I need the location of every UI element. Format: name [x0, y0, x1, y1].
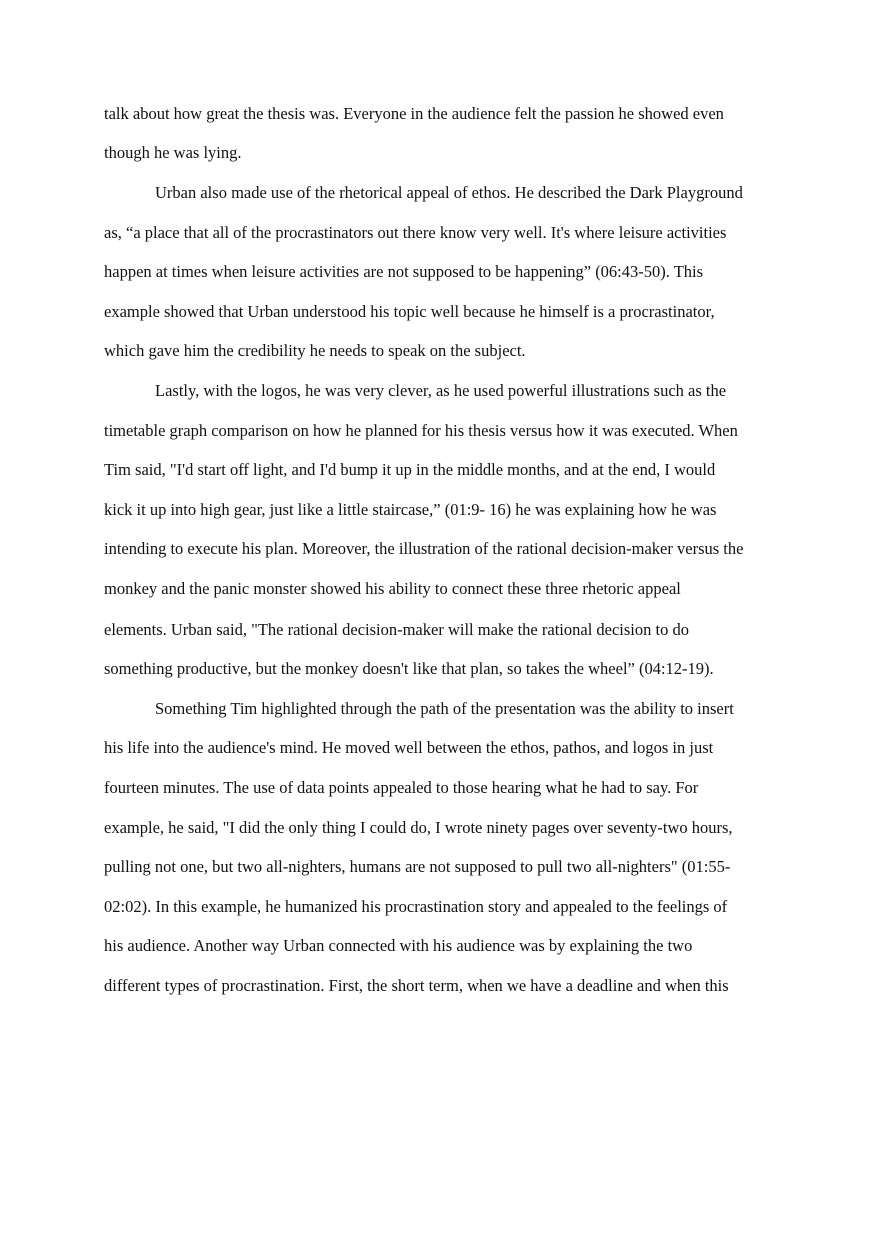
text-line: example, he said, "I did the only thing I could do, I wrote ninety pages over seventy-two hours,: [104, 818, 733, 837]
text-line: pulling not one, but two all-nighters, humans are not supposed to pull two all-nighters" (01:55-: [104, 857, 731, 876]
text-line: monkey and the panic monster showed his ability to connect these three rhetoric appeal: [104, 579, 681, 598]
text-line: fourteen minutes. The use of data points appealed to those hearing what he had to say. For: [104, 778, 699, 797]
text-line: as, “a place that all of the procrastinators out there know very well. It's where leisure activities: [104, 223, 727, 242]
text-line: though he was lying.: [104, 143, 242, 162]
text-line: talk about how great the thesis was. Everyone in the audience felt the passion he showed even: [104, 104, 724, 123]
text-line: 02:02). In this example, he humanized his procrastination story and appealed to the feelings of: [104, 897, 728, 916]
text-line: Tim said, "I'd start off light, and I'd bump it up in the middle months, and at the end, I would: [104, 460, 716, 479]
text-line: example showed that Urban understood his topic well because he himself is a procrastinator,: [104, 302, 715, 321]
paragraph-first-line: Lastly, with the logos, he was very clever, as he used powerful illustrations such as the: [155, 381, 727, 400]
text-line: kick it up into high gear, just like a little staircase,” (01:9- 16) he was explaining how he was: [104, 500, 717, 519]
text-line: happen at times when leisure activities are not supposed to be happening” (06:43-50). This: [104, 262, 704, 281]
text-line: intending to execute his plan. Moreover, the illustration of the rational decision-maker versus the: [104, 539, 744, 558]
text-line: his audience. Another way Urban connected with his audience was by explaining the two: [104, 936, 693, 955]
paragraph-first-line: Urban also made use of the rhetorical appeal of ethos. He described the Dark Playground: [155, 183, 743, 202]
text-line: which gave him the credibility he needs to speak on the subject.: [104, 341, 526, 360]
text-line: something productive, but the monkey doesn't like that plan, so takes the wheel” (04:12-19).: [104, 659, 714, 678]
text-line: different types of procrastination. First, the short term, when we have a deadline and when this: [104, 976, 729, 995]
text-line: his life into the audience's mind. He moved well between the ethos, pathos, and logos in just: [104, 738, 714, 757]
text-line: timetable graph comparison on how he planned for his thesis versus how it was executed. When: [104, 421, 738, 440]
text-line: elements. Urban said, "The rational decision-maker will make the rational decision to do: [104, 620, 689, 639]
paragraph-first-line: Something Tim highlighted through the path of the presentation was the ability to insert: [155, 699, 734, 718]
